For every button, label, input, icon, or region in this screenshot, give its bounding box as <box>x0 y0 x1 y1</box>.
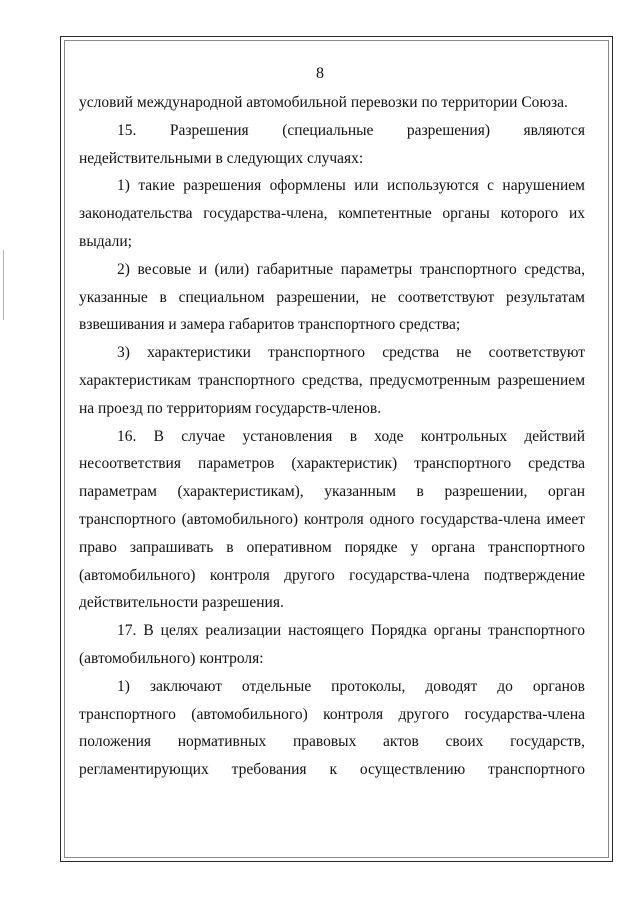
paragraph-16: 16. В случае установления в ходе контрольных действий несоответствия параметров (характеристик) транспортного средства параметрам (характеристикам), указанным в разрешении, орган транспортного (автомобильного) контроля одного государства-члена имеет право запрашивать в оперативном порядке у органа транспортного (автомобильного) контроля другого государства-члена подтверждение действительности разрешения. <box>79 427 585 612</box>
paragraph-17: 17. В целях реализации настоящего Порядка органы транспортного (автомобильного) контроля: <box>79 622 585 667</box>
paragraph-continuation: условий международной автомобильной перевозки по территории Союза. <box>79 94 568 111</box>
paragraph-15-item-1: 1) такие разрешения оформлены или используются с нарушением законодательства государства-члена, компетентные органы которого их выдали; <box>79 177 585 250</box>
paragraph-15-item-3: 3) характеристики транспортного средства не соответствуют характеристикам транспортного средства, предусмотренным разрешением на проезд по территориям государств-членов. <box>79 344 585 417</box>
paragraph-15: 15. Разрешения (специальные разрешения) являются недействительными в следующих случаях: <box>79 121 585 167</box>
paragraph-15-item-2: 2) весовые и (или) габаритные параметры транспортного средства, указанные в специальном разрешении, не соответствуют результатам взвешивания и замера габаритов транспортного средства; <box>79 260 585 334</box>
scan-margin-mark <box>3 250 4 320</box>
page-number: 8 <box>316 65 324 82</box>
document-body <box>79 89 585 784</box>
paragraph-17-item-1: 1) заключают отдельные протоколы, доводят до органов транспортного (автомобильного) контроля другого государства-члена положения нормативных правовых актов своих государств, регламентирующих требования к осуществлению транспортного <box>79 677 585 779</box>
